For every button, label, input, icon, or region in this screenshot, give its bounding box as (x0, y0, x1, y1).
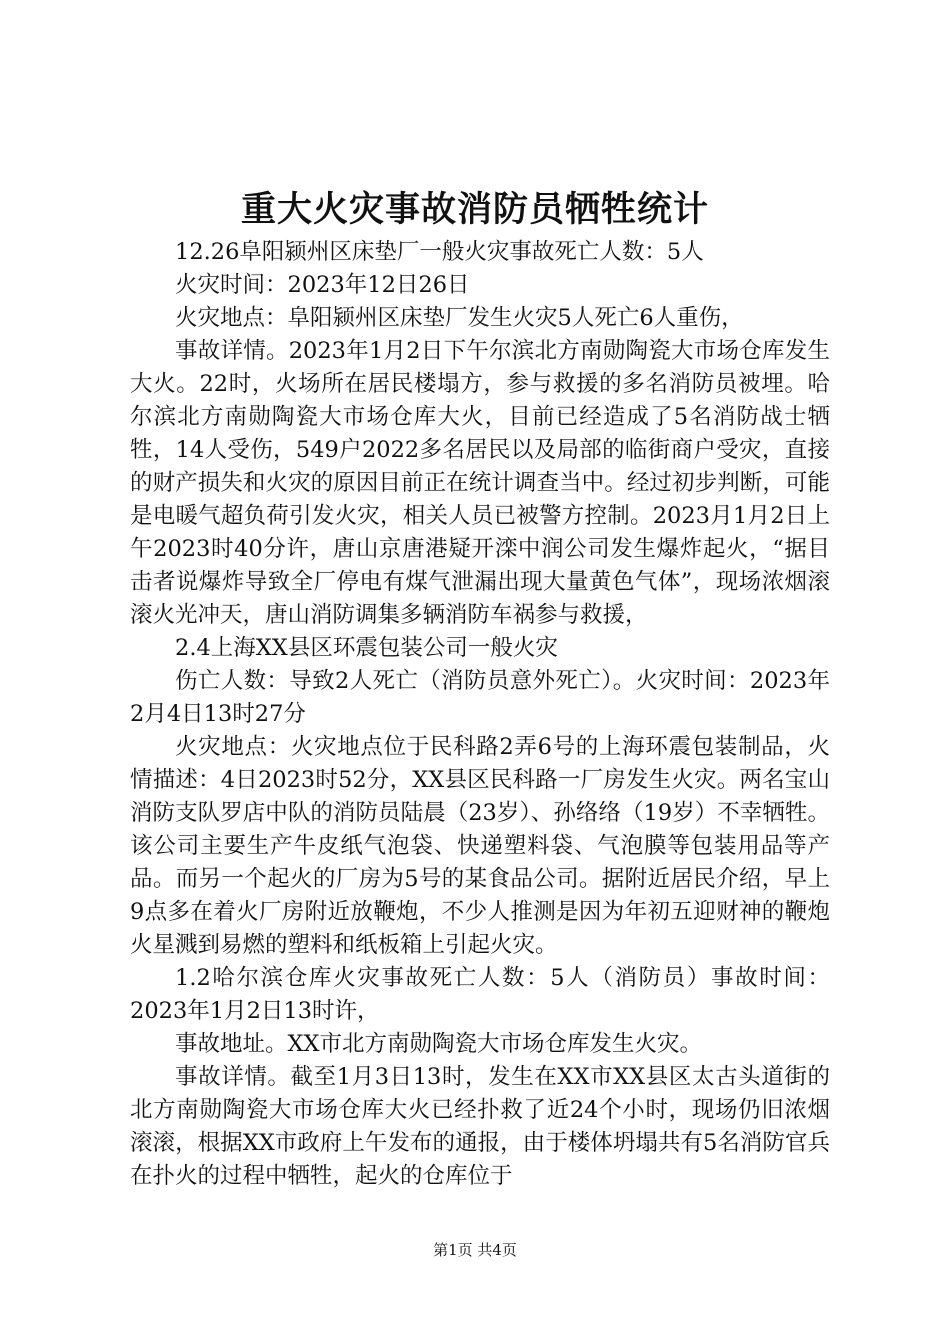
paragraph: 2.4上海XX县区环震包装公司一般火灾 (175, 635, 558, 661)
paragraph: 火灾地点：阜阳颍州区床垫厂发生火灾5人死亡6人重伤， (175, 305, 744, 331)
paragraph: 火灾时间：2023年12日26日 (175, 272, 470, 298)
document-body (130, 236, 830, 1193)
paragraph: 12.26阜阳颍州区床垫厂一般火灾事故死亡人数：5人 (175, 239, 704, 265)
document-title: 重大火灾事故消防员牺牲统计 (240, 189, 709, 230)
page-footer: 第1页 共4页 (433, 1241, 517, 1259)
paragraph: 事故地址。XX市北方南勋陶瓷大市场仓库发生火灾。 (175, 1031, 703, 1057)
paragraph: 1.2哈尔滨仓库火灾事故死亡人数：5人（消防员）事故时间：2023年1月2日13时许， (130, 965, 830, 1024)
paragraph: 伤亡人数：导致2人死亡（消防员意外死亡）。火灾时间：2023年2月4日13时27分 (130, 668, 830, 727)
paragraph: 火灾地点：火灾地点位于民科路2弄6号的上海环震包装制品，火情描述：4日2023时52分，XX县区民科路一厂房发生火灾。两名宝山消防支队罗店中队的消防员陆晨（23岁）、孙络络（19岁）不幸牺牲。该公司主要生产牛皮纸气泡袋、快递塑料袋、气泡膜等包装用品等产品。而另一个起火的厂房为5号的某食品公司。据附近居民介绍，早上9点多在着火厂房附近放鞭炮，不少人推测是因为年初五迎财神的鞭炮火星溅到易燃的塑料和纸板箱上引起火灾。 (130, 734, 830, 958)
paragraph: 事故详情。2023年1月2日下午尔滨北方南勋陶瓷大市场仓库发生大火。22时，火场所在居民楼塌方，参与救援的多名消防员被埋。哈尔滨北方南勋陶瓷大市场仓库大火，目前已经造成了5名消防战士牺牲，14人受伤，549户2022多名居民以及局部的临街商户受灾，直接的财产损失和火灾的原因目前正在统计调查当中。经过初步判断，可能是电暖气超负荷引发火灾，相关人员已被警方控制。2023月1月2日上午2023时40分许，唐山京唐港疑开滦中润公司发生爆炸起火，“据目击者说爆炸导致全厂停电有煤气泄漏出现大量黄色气体”，现场浓烟滚滚火光冲天，唐山消防调集多辆消防车祸参与救援， (130, 338, 830, 628)
paragraph: 事故详情。截至1月3日13时，发生在XX市XX县区太古头道街的北方南勋陶瓷大市场仓库大火已经扑救了近24个小时，现场仍旧浓烟滚滚，根据XX市政府上午发布的通报，由于楼体坍塌共有5名消防官兵在扑火的过程中牺牲，起火的仓库位于 (130, 1064, 830, 1189)
